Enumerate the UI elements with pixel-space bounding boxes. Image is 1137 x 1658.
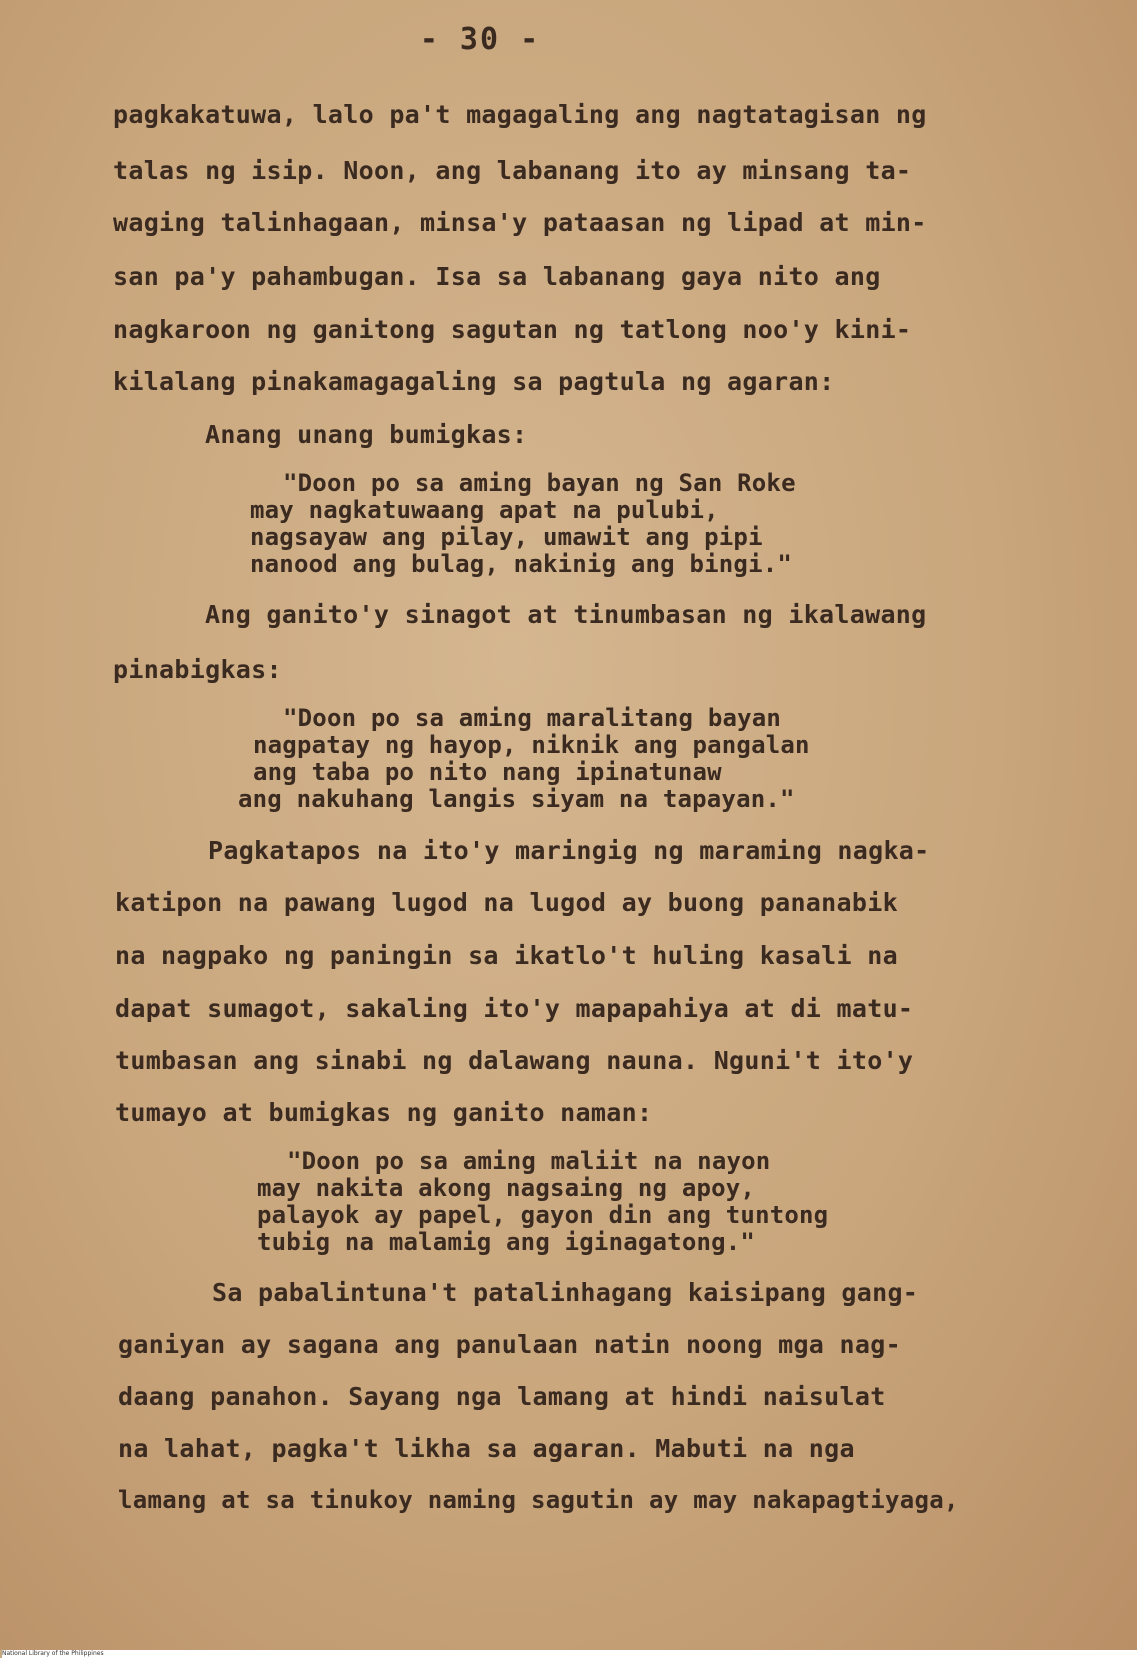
library-footer: National Library of the Philippines <box>2 1650 1137 1658</box>
text-line: pagkakatuwa, lalo pa't magagaling ang nagtatagisan ng <box>113 100 927 129</box>
verse-line: palayok ay papel, gayon din ang tuntong <box>257 1201 829 1229</box>
text-line: dapat sumagot, sakaling ito'y mapapahiya at di matu- <box>115 994 914 1023</box>
text-line: san pa'y pahambugan. Isa sa labanang gaya nito ang <box>113 262 881 291</box>
verse-line: "Doon po sa aming maliit na nayon <box>287 1147 771 1175</box>
text-line: Pagkatapos na ito'y maringig ng maraming nagka- <box>208 836 930 865</box>
text-line: waging talinhagaan, minsa'y pataasan ng lipad at min- <box>113 208 927 237</box>
text-line: Sa pabalintuna't patalinhagang kaisipang gang- <box>212 1278 919 1307</box>
text-line: talas ng isip. Noon, ang labanang ito ay minsang ta- <box>113 156 912 185</box>
text-line: nagkaroon ng ganitong sagutan ng tatlong noo'y kini- <box>113 315 912 344</box>
text-line: Anang unang bumigkas: <box>205 420 528 449</box>
text-line: lamang at sa tinukoy naming sagutin ay may nakapagtiyaga, <box>118 1486 959 1514</box>
verse-line: "Doon po sa aming maralitang bayan <box>283 704 782 732</box>
verse-line: ang taba po nito nang ipinatunaw <box>253 758 722 786</box>
verse-line: nagpatay ng hayop, niknik ang pangalan <box>253 731 810 759</box>
text-line: na nagpako ng paningin sa ikatlo't huling kasali na <box>115 941 898 970</box>
verse-line: tubig na malamig ang iginagatong." <box>257 1228 756 1256</box>
text-line: ganiyan ay sagana ang panulaan natin noong mga nag- <box>118 1330 901 1359</box>
text-line: Ang ganito'y sinagot at tinumbasan ng ikalawang <box>205 600 927 629</box>
page-number: - 30 - <box>419 22 541 57</box>
text-line: na lahat, pagka't likha sa agaran. Mabuti na nga <box>118 1434 855 1463</box>
verse-line: may nakita akong nagsaing ng apoy, <box>257 1174 756 1202</box>
text-line: tumayo at bumigkas ng ganito naman: <box>115 1098 653 1127</box>
verse-line: nagsayaw ang pilay, umawit ang pipi <box>250 523 763 551</box>
verse-line: "Doon po sa aming bayan ng San Roke <box>283 469 796 497</box>
verse-line: ang nakuhang langis siyam na tapayan." <box>238 785 795 813</box>
verse-line: nanood ang bulag, nakinig ang bingi." <box>250 550 793 578</box>
text-line: tumbasan ang sinabi ng dalawang nauna. Nguni't ito'y <box>115 1046 914 1075</box>
text-line: pinabigkas: <box>113 655 282 684</box>
text-line: daang panahon. Sayang nga lamang at hindi naisulat <box>118 1382 886 1411</box>
text-line: kilalang pinakamagagaling sa pagtula ng agaran: <box>113 367 835 396</box>
text-line: katipon na pawang lugod na lugod ay buong pananabik <box>115 888 898 917</box>
verse-line: may nagkatuwaang apat na pulubi, <box>250 496 719 524</box>
